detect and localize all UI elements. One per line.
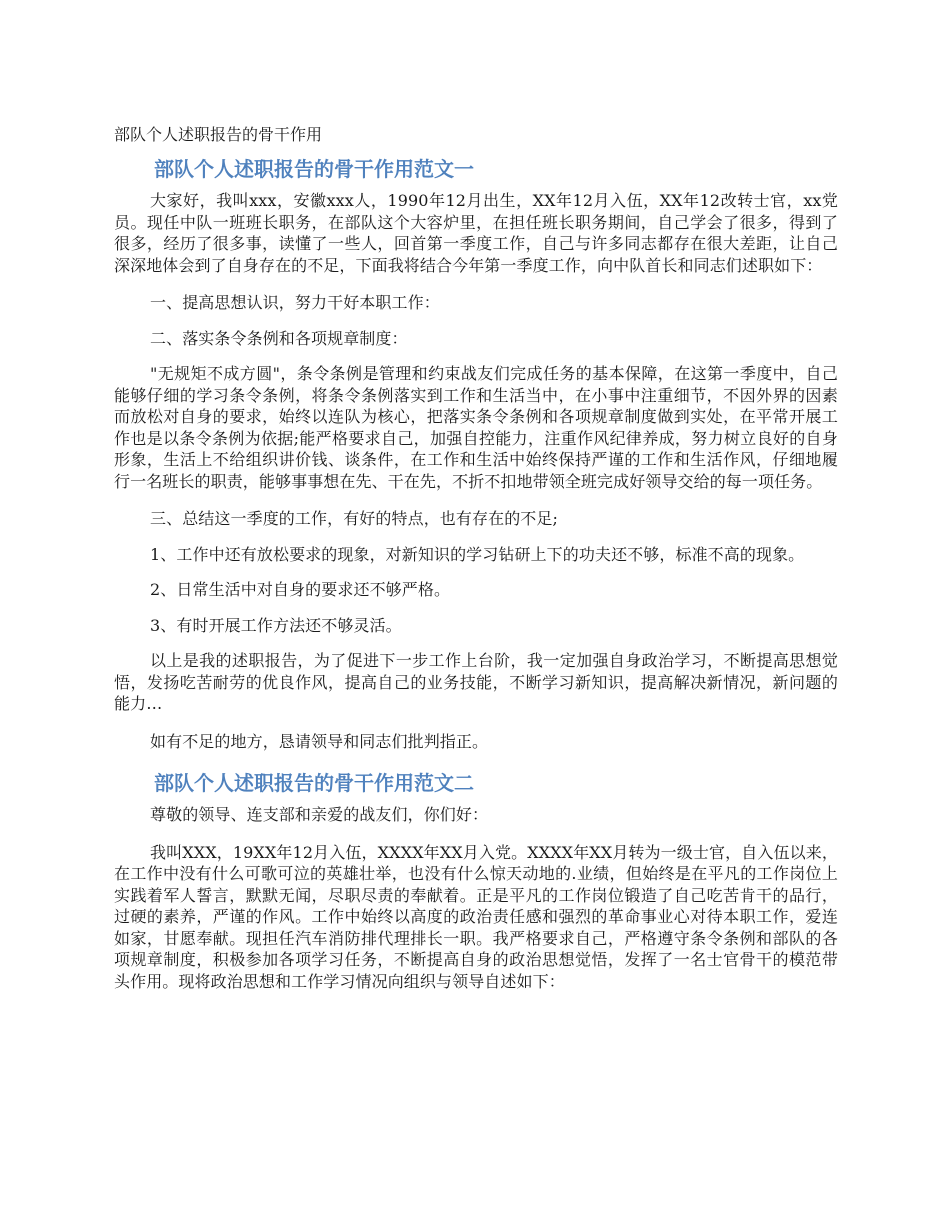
section-heading: 部队个人述职报告的骨干作用范文二 xyxy=(154,771,474,795)
list-item: 1、工作中还有放松要求的现象，对新知识的学习钻研上下的功夫还不够，标准不高的现象。 xyxy=(150,544,805,564)
paragraph: 以上是我的述职报告，为了促进下一步工作上台阶，我一定加强自身政治学习，不断提高思想觉悟，发扬吃苦耐劳的优良作风，提高自己的业务技能，不断学习新知识，提高解决新情况，新问题的能力… xyxy=(114,651,838,713)
paragraph: 如有不足的地方，恳请领导和同志们批判指正。 xyxy=(150,731,489,751)
document-title: 部队个人述职报告的骨干作用 xyxy=(114,125,323,144)
list-item: 2、日常生活中对自身的要求还不够严格。 xyxy=(150,580,451,599)
paragraph: 大家好，我叫xxx，安徽xxx人，1990年12月出生，XX年12月入伍，XX年12改转士官，xx党员。现任中队一班班长职务，在部队这个大容炉里，在担任班长职务期间，自己学会了很多，得到了很多，经历了很多事，读懂了一些人，回首第一季度工作，自己与许多同志都存在很大差距，让自己深深地体会到了自身存在的不足，下面我将结合今年第一季度工作，向中队首长和同志们述职如下： xyxy=(114,191,838,275)
paragraph: 我叫XXX，19XX年12月入伍，XXXX年XX月入党。XXXX年XX月转为一级士官，自入伍以来，在工作中没有什么可歌可泣的英雄壮举，也没有什么惊天动地的.业绩，但始终是在平凡的工作岗位上实践着军人誓言，默默无闻，尽职尽责的奉献着。正是平凡的工作岗位锻造了自己吃苦肯干的品行，过硬的素养，严谨的作风。工作中始终以高度的政治责任感和强烈的革命事业心对待本职工作，爱连如家，甘愿奉献。现担任汽车消防排代理排长一职。我严格要求自己，严格遵守条令条例和部队的各项规章制度，积极参加各项学习任务，不断提高自身的政治思想觉悟，发挥了一名士官骨干的模范带头作用。现将政治思想和工作学习情况向组织与领导自述如下： xyxy=(114,842,838,991)
document-page xyxy=(114,122,838,1008)
paragraph: 二、落实条令条例和各项规章制度： xyxy=(150,328,408,348)
paragraph: 尊敬的领导、连支部和亲爱的战友们，你们好： xyxy=(150,805,489,824)
paragraph: "无规矩不成方圆"，条令条例是管理和约束战友们完成任务的基本保障，在这第一季度中，自己能够仔细的学习条令条例，将条令条例落实到工作和生活当中，在小事中注重细节，不因外界的因素而放松对自身的要求，始终以连队为核心，把落实条令条例和各项规章制度做到实处，在平常开展工作也是以条令条例为依据;能严格要求自己，加强自控能力，注重作风纪律养成，努力树立良好的自身形象，生活上不给组织讲价钱、谈条件，在工作和生活中始终保持严谨的工作和生活作风，仔细地履行一名班长的职责，能够事事想在先、干在先，不折不扣地带领全班完成好领导交给的每一项任务。 xyxy=(114,364,838,491)
list-item: 3、有时开展工作方法还不够灵活。 xyxy=(150,615,402,635)
paragraph: 一、提高思想认识，努力干好本职工作： xyxy=(150,293,440,312)
paragraph: 三、总结这一季度的工作，有好的特点，也有存在的不足; xyxy=(150,509,558,528)
section-heading: 部队个人述职报告的骨干作用范文一 xyxy=(154,157,474,181)
